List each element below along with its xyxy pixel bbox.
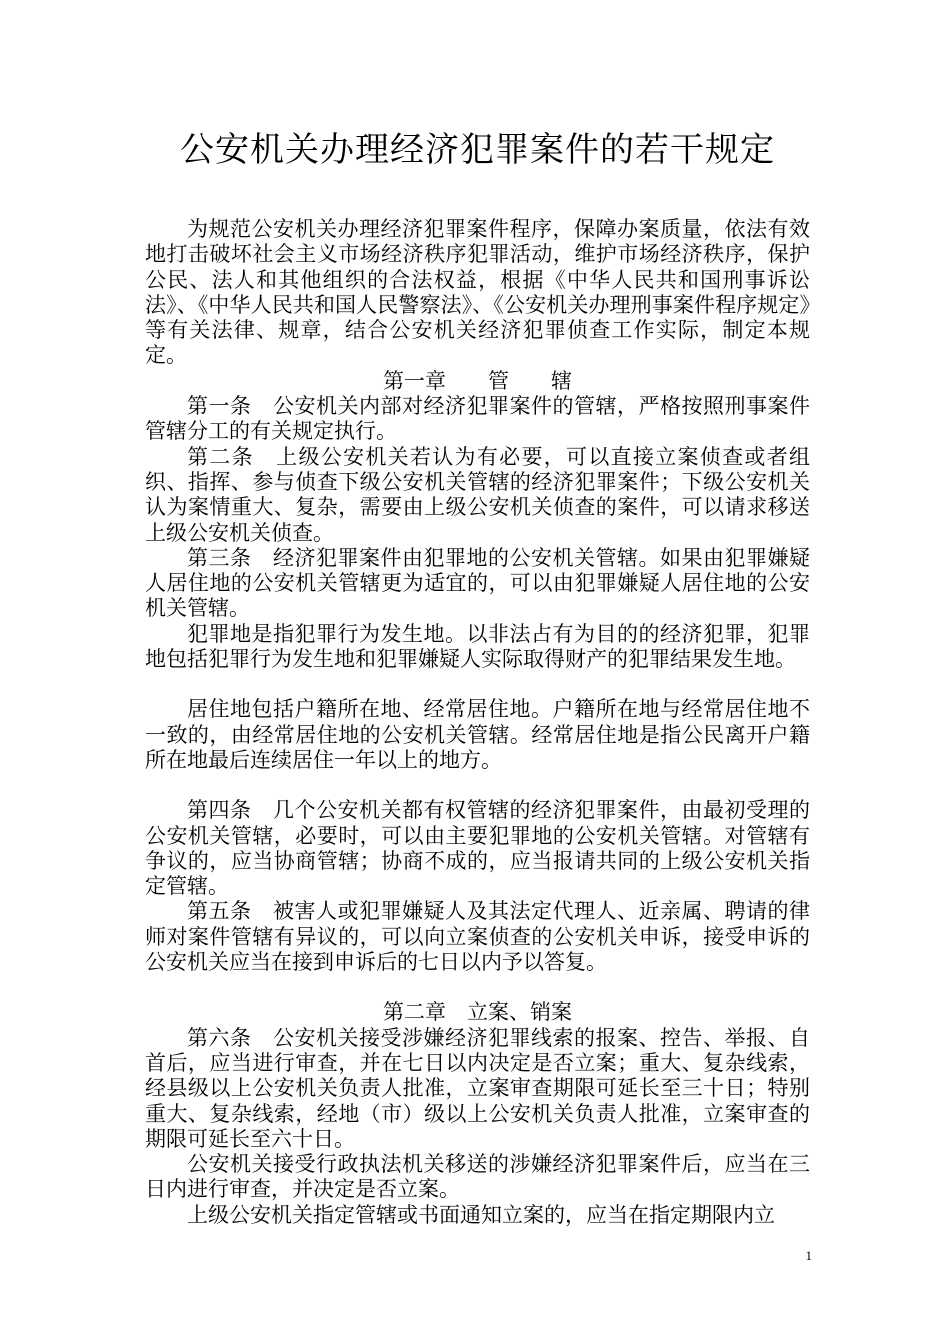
article-3-paragraph-2: 犯罪地是指犯罪行为发生地。以非法占有为目的的经济犯罪，犯罪地包括犯罪行为发生地和犯罪嫌疑人实际取得财产的犯罪结果发生地。: [145, 621, 810, 672]
article-2: 第二条 上级公安机关若认为有必要，可以直接立案侦查或者组织、指挥、参与侦查下级公安机关管辖的经济犯罪案件；下级公安机关认为案情重大、复杂，需要由上级公安机关侦查的案件，可以请求移送上级公安机关侦查。: [145, 444, 810, 545]
page-number: 1: [805, 1248, 812, 1263]
article-6-paragraph-2: 公安机关接受行政执法机关移送的涉嫌经济犯罪案件后，应当在三日内进行审查，并决定是否立案。: [145, 1152, 810, 1202]
article-6-paragraph-3: 上级公安机关指定管辖或书面通知立案的，应当在指定期限内立: [187, 1202, 775, 1227]
article-4: 第四条 几个公安机关都有权管辖的经济犯罪案件，由最初受理的公安机关管辖，必要时，可以由主要犯罪地的公安机关管辖。对管辖有争议的，应当协商管辖；协商不成的，应当报请共同的上级公安机关指定管辖。: [145, 798, 810, 899]
article-5: 第五条 被害人或犯罪嫌疑人及其法定代理人、近亲属、聘请的律师对案件管辖有异议的，可以向立案侦查的公安机关申诉，接受申诉的公安机关应当在接到申诉后的七日以内予以答复。: [145, 899, 810, 975]
article-3-paragraph-3: 居住地包括户籍所在地、经常居住地。户籍所在地与经常居住地不一致的，由经常居住地的公安机关管辖。经常居住地是指公民离开户籍所在地最后连续居住一年以上的地方。: [145, 697, 810, 772]
document-title: 公安机关办理经济犯罪案件的若干规定: [180, 130, 775, 170]
article-6: 第六条 公安机关接受涉嫌经济犯罪线索的报案、控告、举报、自首后，应当进行审查，并在七日以内决定是否立案；重大、复杂线索，经县级以上公安机关负责人批准，立案审查期限可延长至三十日；特别重大、复杂线索，经地（市）级以上公安机关负责人批准，立案审查的期限可延长至六十日。: [145, 1025, 810, 1151]
chapter-2-heading: 第二章 立案、销案: [383, 1000, 572, 1025]
article-3: 第三条 经济犯罪案件由犯罪地的公安机关管辖。如果由犯罪嫌疑人居住地的公安机关管辖更为适宜的，可以由犯罪嫌疑人居住地的公安机关管辖。: [145, 545, 810, 621]
paragraph-gap: [145, 975, 810, 1000]
chapter-1-heading: 第一章 管 辖: [383, 368, 572, 393]
document-body: [145, 217, 810, 1228]
paragraph-gap: [145, 773, 810, 798]
intro-paragraph: 为规范公安机关办理经济犯罪案件程序，保障办案质量，依法有效地打击破坏社会主义市场经济秩序犯罪活动，维护市场经济秩序，保护公民、法人和其他组织的合法权益，根据《中华人民共和国刑事诉讼法》、《中华人民共和国人民警察法》、《公安机关办理刑事案件程序规定》等有关法律、规章，结合公安机关经济犯罪侦查工作实际，制定本规定。: [145, 217, 810, 368]
article-1: 第一条 公安机关内部对经济犯罪案件的管辖，严格按照刑事案件管辖分工的有关规定执行。: [145, 394, 810, 444]
paragraph-gap: [145, 672, 810, 697]
